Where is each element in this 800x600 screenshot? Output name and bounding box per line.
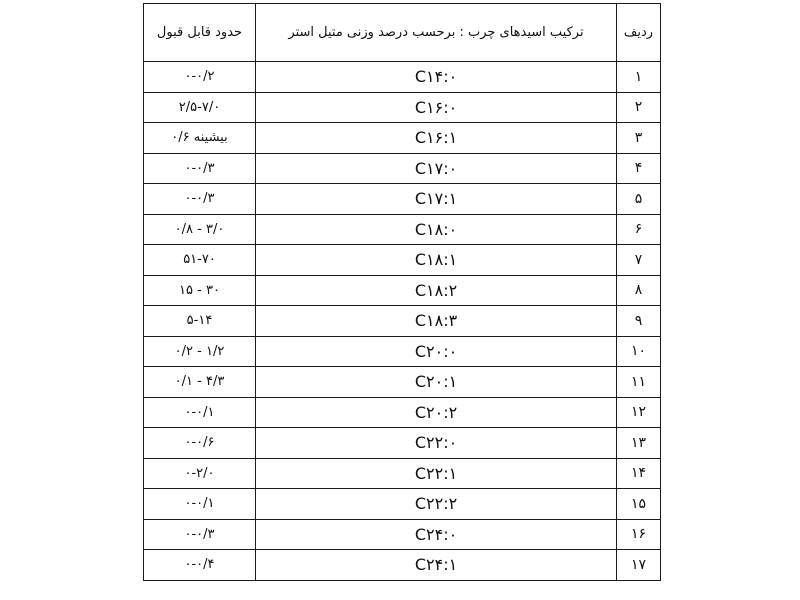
table-row	[144, 428, 661, 459]
row-number-cell: ۱۷	[617, 550, 661, 581]
table-row	[144, 275, 661, 306]
row-number-cell: ۱۵	[617, 489, 661, 520]
header-row-number: ردیف	[617, 4, 661, 62]
composition-cell: C۱۷:۱	[256, 184, 617, 215]
table-row	[144, 153, 661, 184]
table-row	[144, 367, 661, 398]
header-composition: ترکیب اسیدهای چرب : برحسب درصد وزنی متیل استر	[256, 4, 617, 62]
limit-cell: ۵-۱۴	[144, 306, 256, 337]
row-number-cell: ۸	[617, 275, 661, 306]
row-number-cell: ۷	[617, 245, 661, 276]
limit-cell: ۰-۰/۳	[144, 519, 256, 550]
table-row	[144, 519, 661, 550]
table-row	[144, 397, 661, 428]
table-row	[144, 123, 661, 154]
composition-cell: C۱۸:۱	[256, 245, 617, 276]
table-row	[144, 92, 661, 123]
row-number-cell: ۱۶	[617, 519, 661, 550]
limit-cell: ۰/۸ - ۳/۰	[144, 214, 256, 245]
table-row	[144, 458, 661, 489]
row-number-cell: ۲	[617, 92, 661, 123]
limit-cell: ۲/۵-۷/۰	[144, 92, 256, 123]
composition-cell: C۱۶:۱	[256, 123, 617, 154]
limit-cell: ۰-۰/۱	[144, 489, 256, 520]
row-number-cell: ۴	[617, 153, 661, 184]
row-number-cell: ۹	[617, 306, 661, 337]
table-row	[144, 306, 661, 337]
row-number-cell: ۱۲	[617, 397, 661, 428]
limit-cell: ۰-۰/۶	[144, 428, 256, 459]
row-number-cell: ۱۴	[617, 458, 661, 489]
composition-cell: C۲۲:۱	[256, 458, 617, 489]
table-row	[144, 336, 661, 367]
table-row	[144, 245, 661, 276]
header-acceptable-limits: حدود قابل قبول	[144, 4, 256, 62]
composition-cell: C۲۰:۱	[256, 367, 617, 398]
composition-cell: C۱۴:۰	[256, 62, 617, 93]
limit-cell: ۰/۲ - ۱/۲	[144, 336, 256, 367]
composition-cell: C۱۸:۳	[256, 306, 617, 337]
limit-cell: بیشینه ۰/۶	[144, 123, 256, 154]
table-row	[144, 489, 661, 520]
row-number-cell: ۱	[617, 62, 661, 93]
composition-cell: C۱۶:۰	[256, 92, 617, 123]
limit-cell: ۰/۱ - ۴/۳	[144, 367, 256, 398]
row-number-cell: ۱۳	[617, 428, 661, 459]
limit-cell: ۱۵ - ۳۰	[144, 275, 256, 306]
row-number-cell: ۱۰	[617, 336, 661, 367]
composition-cell: C۱۸:۰	[256, 214, 617, 245]
limit-cell: ۰-۲/۰	[144, 458, 256, 489]
composition-cell: C۲۴:۱	[256, 550, 617, 581]
table-header-row	[144, 4, 661, 62]
composition-cell: C۲۲:۲	[256, 489, 617, 520]
composition-cell: C۲۰:۰	[256, 336, 617, 367]
composition-cell: C۲۲:۰	[256, 428, 617, 459]
fatty-acid-table	[143, 3, 661, 581]
table-row	[144, 62, 661, 93]
composition-cell: C۲۴:۰	[256, 519, 617, 550]
limit-cell: ۰-۰/۲	[144, 62, 256, 93]
limit-cell: ۵۱-۷۰	[144, 245, 256, 276]
row-number-cell: ۵	[617, 184, 661, 215]
limit-cell: ۰-۰/۴	[144, 550, 256, 581]
limit-cell: ۰-۰/۳	[144, 153, 256, 184]
composition-cell: C۱۷:۰	[256, 153, 617, 184]
row-number-cell: ۱۱	[617, 367, 661, 398]
table-row	[144, 214, 661, 245]
table-row	[144, 184, 661, 215]
limit-cell: ۰-۰/۳	[144, 184, 256, 215]
composition-cell: C۲۰:۲	[256, 397, 617, 428]
limit-cell: ۰-۰/۱	[144, 397, 256, 428]
row-number-cell: ۶	[617, 214, 661, 245]
table-row	[144, 550, 661, 581]
row-number-cell: ۳	[617, 123, 661, 154]
composition-cell: C۱۸:۲	[256, 275, 617, 306]
